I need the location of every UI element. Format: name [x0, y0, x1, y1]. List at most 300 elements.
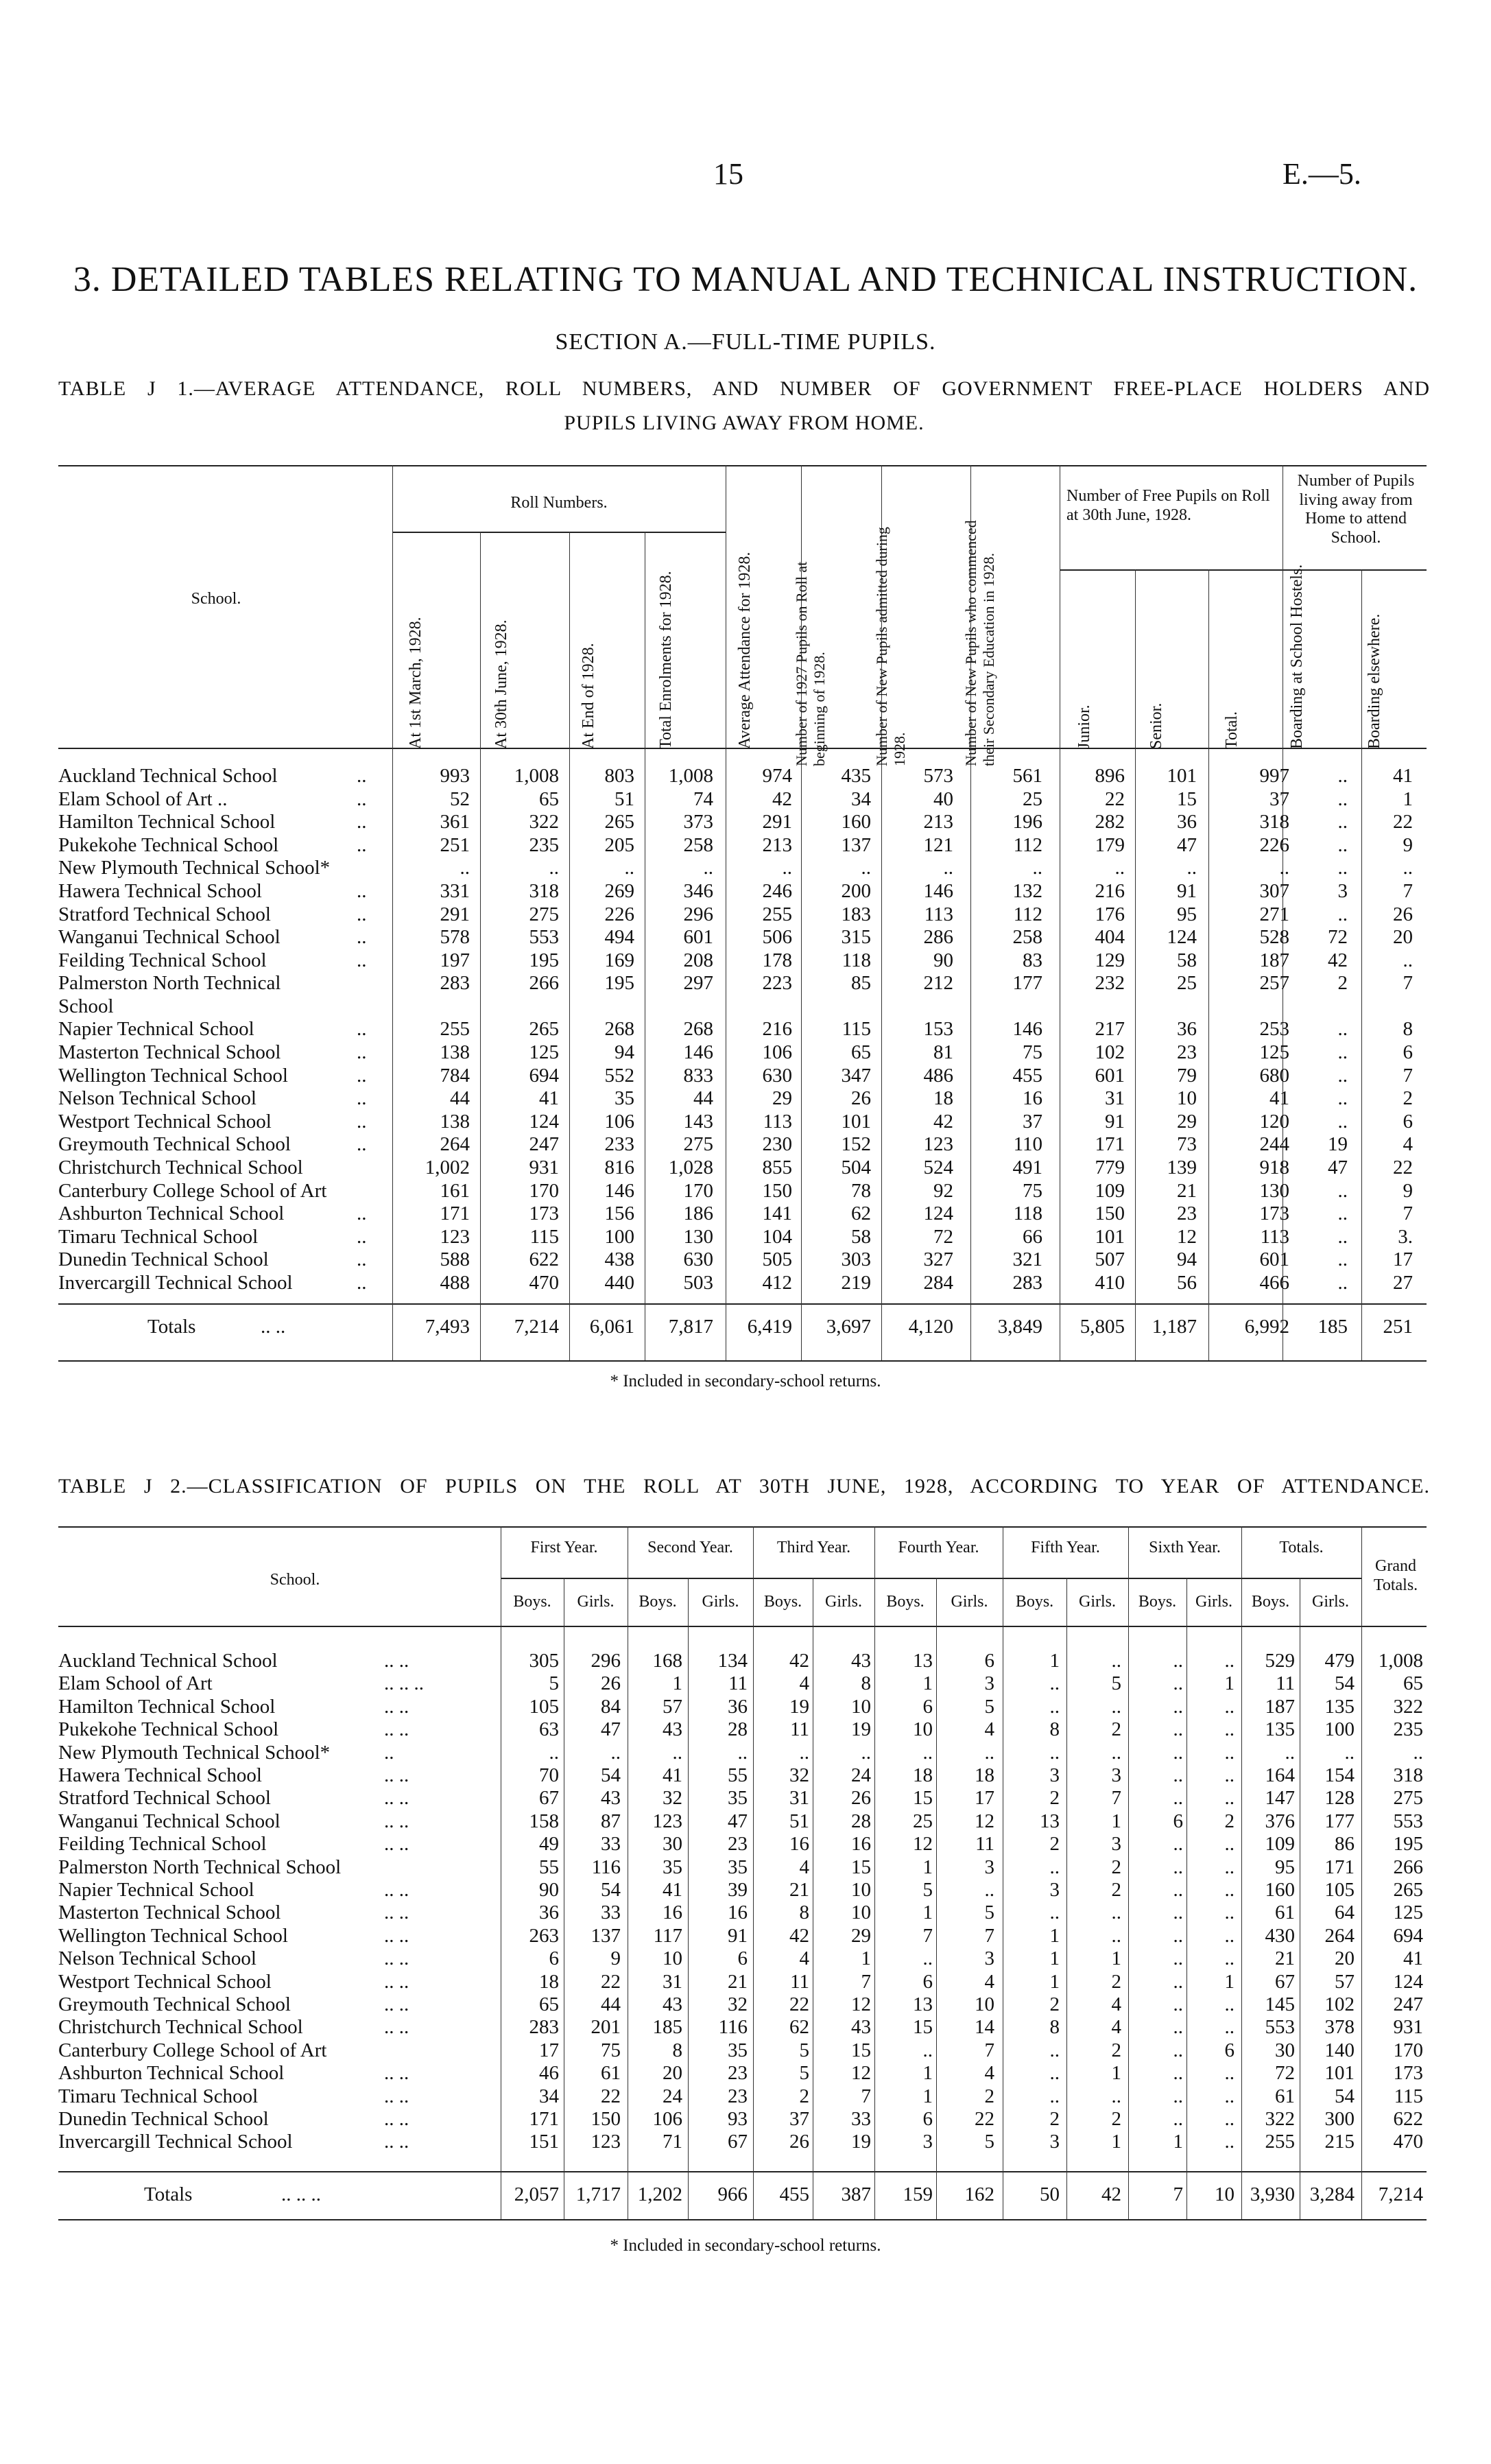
- table2-cell: 5: [922, 1879, 933, 1901]
- table2-boys-header: Boys.: [1251, 1593, 1290, 1611]
- table1-cell: 4: [1403, 1133, 1413, 1156]
- table2-cell: ..: [1111, 1902, 1121, 1924]
- table1-cell: 161: [440, 1179, 470, 1202]
- table2-cell: 145: [1265, 1993, 1295, 2015]
- table2-cell: 5: [984, 1695, 994, 1718]
- table2-cell: 42: [789, 1650, 809, 1672]
- table2-cell: ..: [1224, 1718, 1234, 1741]
- table2-cell: 1: [922, 2085, 933, 2107]
- table1-cell: 113: [924, 903, 953, 925]
- table1-cell: 6: [1403, 1041, 1413, 1063]
- table1-cell: 1: [1403, 787, 1413, 810]
- table1-cell: ..: [1337, 1203, 1348, 1225]
- table2-cell: 18: [975, 1764, 994, 1786]
- table2-cell: 10: [851, 1902, 871, 1924]
- table1-cell: 150: [762, 1179, 792, 1202]
- table2-cell: 2: [1049, 1833, 1060, 1856]
- table2-cell: 124: [1393, 1970, 1423, 1993]
- table1-cell: 213: [923, 811, 953, 833]
- table1-cell: 90: [933, 949, 953, 971]
- table2-cell: 3: [922, 2131, 933, 2153]
- table2-cell: 49: [539, 1833, 559, 1856]
- table2-cell: 41: [663, 1764, 682, 1786]
- table2-total-cell: 159: [903, 2183, 933, 2205]
- table1-cell: 195: [604, 972, 634, 995]
- table1-cell: 373: [683, 811, 713, 833]
- table1-cell: 6: [1403, 1110, 1413, 1133]
- table2-cell: 33: [601, 1902, 621, 1924]
- table2-cell: ..: [984, 1741, 994, 1764]
- table1-cell: 816: [604, 1157, 634, 1178]
- table2-cell: 30: [663, 1833, 682, 1856]
- table1-total-cell: 7,817: [668, 1316, 713, 1338]
- table1-cell: ..: [1337, 1248, 1348, 1271]
- table1-cell: 412: [762, 1272, 792, 1294]
- rule: [501, 1578, 1361, 1579]
- table1-cell: ..: [1403, 857, 1413, 879]
- table2-cell: 134: [717, 1650, 748, 1672]
- table2-cell: 322: [1265, 2108, 1295, 2130]
- table2-cell: 3: [984, 1856, 994, 1878]
- school-name: Invercargill Technical School: [58, 1272, 293, 1294]
- table1-cell: 2: [1403, 1087, 1413, 1110]
- table2-cell: 1: [1224, 1970, 1234, 1993]
- table1-cell: 75: [1023, 1041, 1042, 1063]
- school-name: Dunedin Technical School: [58, 2108, 269, 2130]
- table1-cell: 233: [604, 1133, 634, 1156]
- table1-cell: 212: [923, 972, 953, 995]
- leader-dots: .. ..: [384, 1695, 409, 1718]
- table2-cell: ..: [1111, 1924, 1121, 1947]
- table2-cell: 2: [1049, 1993, 1060, 2015]
- leader-dots: .. ..: [384, 1787, 409, 1810]
- table1-cell: 347: [841, 1064, 871, 1087]
- table2-year-group-header: Second Year.: [647, 1539, 733, 1556]
- leader-dots: .. ..: [384, 2108, 409, 2130]
- table1-cell: 271: [1259, 903, 1289, 925]
- table2-girls-header: Girls.: [951, 1593, 988, 1611]
- table1-header-free-pupils: Number of Free Pupils on Roll at 30th June, 1928.: [1066, 487, 1270, 524]
- table2-cell: ..: [1173, 1650, 1183, 1672]
- table2-cell: 5: [984, 2131, 994, 2153]
- school-name: Elam School of Art: [58, 1672, 213, 1695]
- table2-cell: ..: [1224, 1787, 1234, 1810]
- table1-cell: 79: [1177, 1064, 1197, 1087]
- leader-dots: ..: [357, 787, 367, 810]
- table2-cell: 5: [1111, 1672, 1121, 1695]
- table2-cell: 31: [663, 1970, 682, 1993]
- table1-cell: 44: [693, 1087, 713, 1110]
- table2-grand-totals-header: Grand Totals.: [1373, 1557, 1418, 1594]
- table2-cell: 13: [1040, 1810, 1060, 1832]
- leader-dots: ..: [357, 1248, 367, 1271]
- table2-cell: 8: [1049, 2016, 1060, 2039]
- school-name: Hamilton Technical School: [58, 811, 276, 833]
- table1-cell: 106: [604, 1110, 634, 1133]
- table2-cell: 67: [1275, 1970, 1295, 1993]
- table2-cell: 44: [601, 1993, 621, 2015]
- table1-cell: 20: [1393, 926, 1413, 949]
- table1-cell: 139: [1167, 1157, 1197, 1178]
- table2-cell: 21: [789, 1879, 809, 1901]
- table2-cell: 147: [1265, 1787, 1295, 1810]
- table2-cell: ..: [1224, 1741, 1234, 1764]
- table1-cell: 307: [1259, 880, 1289, 902]
- table2-cell: 47: [601, 1718, 621, 1741]
- table2-cell: ..: [1049, 1856, 1060, 1878]
- table2-cell: 15: [851, 1856, 871, 1878]
- school-name: Christchurch Technical School: [58, 1157, 303, 1178]
- table2-cell: ..: [1173, 1695, 1183, 1718]
- table2-cell: 15: [913, 2016, 933, 2039]
- school-name: Pukekohe Technical School: [58, 833, 279, 856]
- table2-cell: 235: [1393, 1718, 1423, 1741]
- table2-cell: 6: [922, 2108, 933, 2130]
- table2-cell: 12: [851, 2062, 871, 2085]
- table2-cell: 300: [1324, 2108, 1355, 2130]
- leader-dots: ..: [357, 1225, 367, 1248]
- table1-column-header: Boarding elsewhere.: [1365, 613, 1383, 749]
- table1-cell: 115: [529, 1225, 559, 1248]
- table2-cell: ..: [1173, 1764, 1183, 1786]
- table1-cell: 143: [683, 1110, 713, 1133]
- table1-cell: 15: [1177, 787, 1197, 810]
- table1-cell: 146: [604, 1179, 634, 1202]
- table1-cell: 200: [841, 880, 871, 902]
- table1-total-cell: 5,805: [1080, 1316, 1125, 1338]
- table1-cell: 553: [529, 926, 559, 949]
- table1-cell: 470: [529, 1272, 559, 1294]
- table1-cell: ..: [703, 857, 713, 879]
- table2-cell: 1: [1049, 1970, 1060, 1993]
- table2-cell: 4: [799, 1947, 809, 1970]
- table1-cell: 466: [1259, 1272, 1289, 1294]
- table1-cell: 27: [1393, 1272, 1413, 1294]
- table2-girls-header: Girls.: [1079, 1593, 1116, 1611]
- table1-cell: 170: [529, 1179, 559, 1202]
- table1-cell: 124: [529, 1110, 559, 1133]
- table1-cell: 51: [615, 787, 634, 810]
- table2-cell: 87: [601, 1810, 621, 1832]
- table2-cell: 6: [922, 1970, 933, 1993]
- table2-cell: 33: [601, 1833, 621, 1856]
- table2-cell: 1: [922, 1856, 933, 1878]
- table1-cell: 588: [440, 1248, 470, 1271]
- table1-cell: 630: [683, 1248, 713, 1271]
- leader-dots: .. .. ..: [384, 1672, 424, 1695]
- school-name: Napier Technical School: [58, 1879, 254, 1901]
- table2-cell: ..: [1173, 1902, 1183, 1924]
- table2-cell: ..: [1224, 2131, 1234, 2153]
- table2-cell: 54: [1335, 2085, 1355, 2107]
- leader-dots: ..: [357, 1018, 367, 1041]
- table1-cell: 171: [440, 1203, 470, 1225]
- table2-cell: 283: [529, 2016, 559, 2039]
- table2-cell: 55: [728, 1764, 748, 1786]
- table1-cell: 183: [841, 903, 871, 925]
- table1-cell: 255: [762, 903, 792, 925]
- table1-cell: 118: [842, 949, 871, 971]
- table2-cell: ..: [1173, 1672, 1183, 1695]
- school-name: Greymouth Technical School: [58, 1133, 291, 1156]
- table1-cell: ..: [782, 857, 792, 879]
- table2-cell: 7: [861, 2085, 871, 2107]
- table2-cell: 1: [1111, 1810, 1121, 1832]
- table2-cell: 10: [663, 1947, 682, 1970]
- table2-cell: ..: [610, 1741, 621, 1764]
- table2-cell: 128: [1324, 1787, 1355, 1810]
- table1-cell: 346: [683, 880, 713, 902]
- table2-cell: 95: [1275, 1856, 1295, 1878]
- table1-cell: 303: [841, 1248, 871, 1271]
- table1-cell: 784: [440, 1064, 470, 1087]
- table1-cell: 41: [1269, 1087, 1289, 1110]
- table2-cell: 10: [975, 1993, 994, 2015]
- table1-total-cell: 3,697: [826, 1316, 871, 1338]
- table1-cell: 101: [841, 1110, 871, 1133]
- school-name: Wellington Technical School: [58, 1924, 288, 1947]
- table1-column-header: Average Attendance for 1928.: [736, 552, 754, 749]
- school-name: Feilding Technical School: [58, 1833, 267, 1856]
- table1-cell: 528: [1259, 926, 1289, 949]
- table2-cell: ..: [1224, 2016, 1234, 2039]
- leader-dots: .. ..: [384, 1993, 409, 2015]
- table1-cell: 251: [440, 833, 470, 856]
- table2-cell: 4: [799, 1856, 809, 1878]
- table1-cell: ..: [1114, 857, 1125, 879]
- table2-cell: 168: [652, 1650, 682, 1672]
- table2-girls-header: Girls.: [577, 1593, 615, 1611]
- table2-cell: 470: [1393, 2131, 1423, 2153]
- table2-cell: ..: [1173, 1970, 1183, 1993]
- table2-cell: ..: [922, 1947, 933, 1970]
- table2-cell: 35: [728, 1787, 748, 1810]
- table2-cell: 4: [799, 1672, 809, 1695]
- table1-cell: 327: [923, 1248, 953, 1271]
- school-name: Timaru Technical School: [58, 2085, 259, 2107]
- table1-total-cell: 6,061: [589, 1316, 634, 1338]
- table2-cell: 67: [728, 2131, 748, 2153]
- table1-cell: 95: [1177, 903, 1197, 925]
- table2-cell: 6: [984, 1650, 994, 1672]
- table2-cell: 2: [1049, 1787, 1060, 1810]
- table2-cell: ..: [1224, 1650, 1234, 1672]
- table2-cell: 1: [672, 1672, 682, 1695]
- table2-cell: 105: [1324, 1879, 1355, 1901]
- table2-cell: 22: [789, 1993, 809, 2015]
- school-name: Dunedin Technical School: [58, 1248, 269, 1271]
- table1-cell: 123: [923, 1133, 953, 1156]
- table2-cell: 102: [1324, 1993, 1355, 2015]
- table1-cell: 486: [923, 1064, 953, 1087]
- table1-cell: 25: [1177, 972, 1197, 995]
- table2-cell: 42: [789, 1924, 809, 1947]
- table1-cell: 31: [1105, 1087, 1125, 1110]
- table1-total-cell: 1,187: [1152, 1316, 1197, 1338]
- table2-cell: 43: [601, 1787, 621, 1810]
- table1-cell: 197: [440, 949, 470, 971]
- table2-cell: 4: [984, 1970, 994, 1993]
- table1-cell: 74: [693, 787, 713, 810]
- table1-cell: 146: [923, 880, 953, 902]
- table2-cell: 15: [851, 2039, 871, 2061]
- table1-cell: 113: [1260, 1225, 1289, 1248]
- table1-cell: 58: [851, 1225, 871, 1248]
- table2-cell: 2: [1224, 1810, 1234, 1832]
- table2-cell: 4: [984, 1718, 994, 1741]
- table2-cell: 109: [1265, 1833, 1295, 1856]
- table1-cell: 65: [851, 1041, 871, 1063]
- table1-cell: 244: [1259, 1133, 1289, 1156]
- table1-cell: 110: [1013, 1133, 1042, 1156]
- table1-cell: 993: [440, 765, 470, 787]
- table1-cell: 291: [762, 811, 792, 833]
- table1-cell: 196: [1012, 811, 1042, 833]
- table1-column-header: Number of New Pupils admitted during 1928.: [873, 527, 908, 766]
- table1-cell: 47: [1177, 833, 1197, 856]
- table1-cell: 321: [1012, 1248, 1042, 1271]
- table1-cell: 507: [1095, 1248, 1125, 1271]
- page-number: 15: [713, 157, 743, 191]
- table2-total-cell: 7: [1173, 2183, 1183, 2205]
- table2-year-group-header: First Year.: [530, 1539, 598, 1556]
- table2-girls-header: Girls.: [825, 1593, 862, 1611]
- table1-cell: 176: [1095, 903, 1125, 925]
- table1-cell: 208: [683, 949, 713, 971]
- table1-cell: 104: [762, 1225, 792, 1248]
- table2-total-cell: 50: [1040, 2183, 1060, 2205]
- table2-cell: 11: [1276, 1672, 1295, 1695]
- table2-cell: ..: [1173, 2039, 1183, 2061]
- table1-cell: 92: [933, 1179, 953, 1202]
- table2-cell: 32: [663, 1787, 682, 1810]
- table1-cell: 8: [1403, 1018, 1413, 1041]
- table2-cell: 24: [663, 2085, 682, 2107]
- table1-column-header: At 30th June, 1928.: [492, 619, 510, 749]
- table2-cell: 694: [1393, 1924, 1423, 1947]
- table1-header-school: School.: [191, 590, 241, 608]
- table1-cell: 524: [923, 1157, 953, 1178]
- table2-cell: 6: [1173, 1810, 1183, 1832]
- table1-cell: 601: [1259, 1248, 1289, 1271]
- table2-total-cell: 2,057: [514, 2183, 559, 2205]
- table1-cell: 9: [1403, 1179, 1413, 1202]
- table2-cell: 154: [1324, 1764, 1355, 1786]
- table2-year-group-header: Fifth Year.: [1031, 1539, 1100, 1556]
- table2-cell: 20: [1335, 1947, 1355, 1970]
- table2-cell: 37: [789, 2108, 809, 2130]
- table2-cell: 11: [790, 1970, 809, 1993]
- table2-cell: ..: [1111, 1695, 1121, 1718]
- table2-cell: 32: [728, 1993, 748, 2015]
- table2-cell: 3: [1049, 2131, 1060, 2153]
- table1-cell: 47: [1328, 1157, 1348, 1178]
- table2-cell: 51: [789, 1810, 809, 1832]
- table2-cell: 7: [861, 1970, 871, 1993]
- table2-cell: ..: [1111, 1741, 1121, 1764]
- school-name: Timaru Technical School: [58, 1225, 259, 1248]
- table1-cell: ..: [1337, 787, 1348, 810]
- rule: [58, 2171, 1427, 2172]
- table2-cell: 215: [1324, 2131, 1355, 2153]
- table2-cell: 247: [1393, 1993, 1423, 2015]
- table1-cell: ..: [1337, 765, 1348, 787]
- table1-cell: 283: [1012, 1272, 1042, 1294]
- table2-cell: ..: [1224, 1879, 1234, 1901]
- table1-cell: 124: [923, 1203, 953, 1225]
- table1-cell: 282: [1095, 811, 1125, 833]
- table1-header-roll-numbers: Roll Numbers.: [510, 494, 608, 512]
- table2-year-group-header: Totals.: [1279, 1539, 1324, 1556]
- table1-cell: 7: [1403, 880, 1413, 902]
- table1-cell: 35: [615, 1087, 634, 1110]
- table2-total-cell: 7,214: [1378, 2183, 1423, 2205]
- table2-cell: 2: [1111, 2039, 1121, 2061]
- table2-cell: 622: [1393, 2108, 1423, 2130]
- table1-header-living-away: Number of Pupils living away from Home to attend School.: [1297, 472, 1415, 547]
- table1-column-header: Number of 1927 Pupils on Roll at beginning of 1928.: [793, 561, 828, 766]
- rule: [58, 2219, 1427, 2220]
- table2-cell: ..: [1224, 2085, 1234, 2107]
- table2-cell: 18: [913, 1764, 933, 1786]
- table2-cell: ..: [1049, 2085, 1060, 2107]
- table2-cell: 160: [1265, 1879, 1295, 1901]
- table2-cell: 164: [1265, 1764, 1295, 1786]
- table2-cell: 5: [799, 2062, 809, 2085]
- table1-cell: 102: [1095, 1041, 1125, 1063]
- table2-cell: 553: [1265, 2016, 1295, 2039]
- table1-cell: 85: [851, 972, 871, 995]
- school-name: Stratford Technical School: [58, 903, 271, 925]
- table1-cell: 506: [762, 926, 792, 949]
- table1-cell: 331: [440, 880, 470, 902]
- table1-cell: ..: [1337, 903, 1348, 925]
- table1-cell: ..: [1337, 1087, 1348, 1110]
- school-name: Westport Technical School: [58, 1110, 272, 1133]
- school-name: Invercargill Technical School: [58, 2131, 293, 2153]
- leader-dots: .. ..: [384, 1924, 409, 1947]
- table2-cell: 430: [1265, 1924, 1295, 1947]
- table1-cell: 803: [604, 765, 634, 787]
- table1-total-cell: 4,120: [908, 1316, 953, 1338]
- table2-total-cell: 3,930: [1250, 2183, 1295, 2205]
- table1-cell: 505: [762, 1248, 792, 1271]
- table1-cell: 404: [1095, 926, 1125, 949]
- table2-cell: 318: [1393, 1764, 1423, 1786]
- table2-cell: 41: [663, 1879, 682, 1901]
- table1-cell: 112: [1013, 833, 1042, 856]
- table2-boys-header: Boys.: [1138, 1593, 1177, 1611]
- table1-cell: 132: [1012, 880, 1042, 902]
- table2-total-cell: 10: [1215, 2183, 1234, 2205]
- table2-cell: 33: [851, 2108, 871, 2130]
- table2-cell: 150: [591, 2108, 621, 2130]
- table2-cell: 2: [1049, 2108, 1060, 2130]
- table1-column-header: Total Enrolments for 1928.: [657, 571, 675, 749]
- table2-cell: 263: [529, 1924, 559, 1947]
- table2-cell: 7: [1111, 1787, 1121, 1810]
- table2-cell: 35: [663, 1856, 682, 1878]
- table2-cell: 11: [790, 1718, 809, 1741]
- table1-cell: 130: [683, 1225, 713, 1248]
- rule: [58, 1526, 1427, 1528]
- table2-cell: 10: [851, 1695, 871, 1718]
- table1-cell: 160: [841, 811, 871, 833]
- table2-year-group-header: Third Year.: [776, 1539, 851, 1556]
- table2-cell: 11: [975, 1833, 994, 1856]
- table2-cell: ..: [1049, 1741, 1060, 1764]
- rule: [58, 1303, 1427, 1305]
